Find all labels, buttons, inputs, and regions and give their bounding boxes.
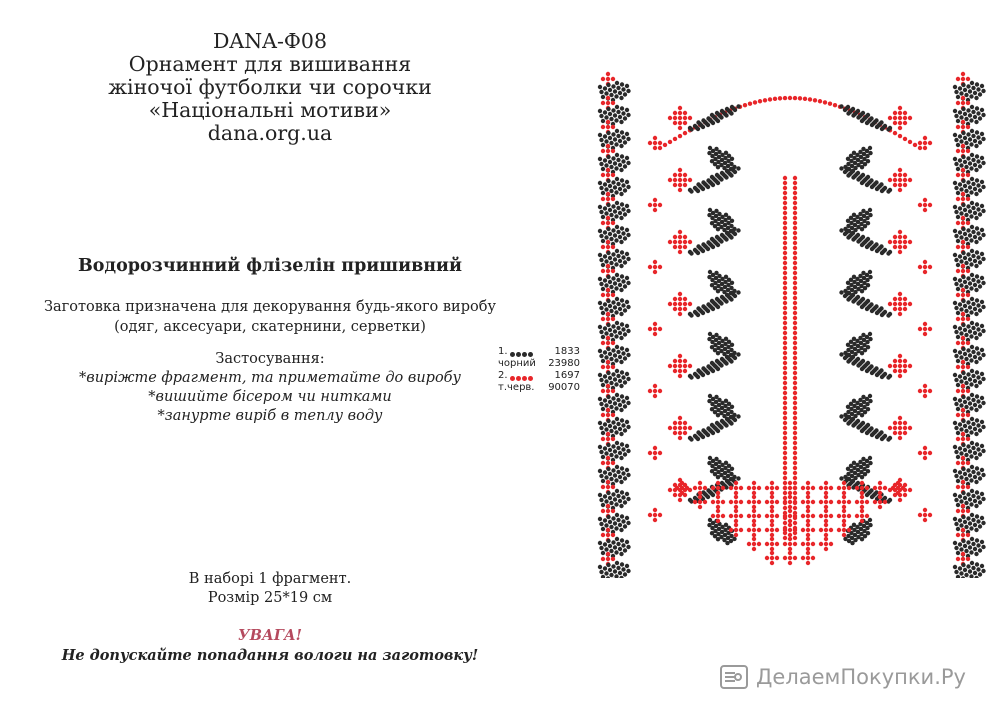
legend-color-name: т.черв. bbox=[498, 382, 535, 393]
legend-num: 1. bbox=[498, 346, 508, 357]
usage-title: Застосування: bbox=[215, 351, 325, 367]
legend-code: 1833 bbox=[554, 346, 580, 357]
set-size: Розмір 25*19 см bbox=[207, 590, 333, 606]
title-line-3: «Національні мотиви» bbox=[148, 98, 392, 122]
description-line-1: Заготовка призначена для декорування будь-якого виробу bbox=[43, 299, 496, 315]
set-info bbox=[20, 570, 520, 608]
watermark-text: ДелаемПокупки.Ру bbox=[756, 665, 966, 689]
legend-code-2: 23980 bbox=[548, 358, 580, 369]
wallet-icon bbox=[720, 665, 748, 689]
title-line-2: жіночої футболки чи сорочки bbox=[108, 75, 432, 99]
usage-section bbox=[20, 350, 520, 426]
legend-num: 2. bbox=[498, 370, 508, 381]
usage-step-1: *виріжте фрагмент, та приметайте до виробу bbox=[79, 370, 461, 386]
watermark bbox=[720, 662, 966, 692]
legend-row-1b bbox=[498, 358, 584, 370]
legend-color-name: чорний bbox=[498, 358, 536, 369]
product-code: DANA-Ф08 bbox=[212, 29, 327, 53]
legend-code-2: 90070 bbox=[548, 382, 580, 393]
warning-title: УВАГА! bbox=[237, 627, 303, 644]
legend-row-2 bbox=[498, 370, 584, 382]
usage-step-2: *вишийте бісером чи нитками bbox=[148, 389, 392, 405]
title-block bbox=[40, 30, 500, 145]
site-url: dana.org.ua bbox=[207, 121, 333, 145]
legend-row-2b bbox=[498, 382, 584, 394]
subheading: Водорозчинний флізелін пришивний bbox=[77, 256, 463, 276]
warning-text: Не допускайте попадання вологи на заготовку! bbox=[61, 647, 479, 664]
legend-row-1 bbox=[498, 346, 584, 358]
description bbox=[20, 297, 520, 337]
set-count: В наборі 1 фрагмент. bbox=[188, 571, 352, 587]
description-line-2: (одяг, аксесуари, скатернини, серветки) bbox=[114, 319, 426, 335]
embroidery-pattern bbox=[590, 68, 990, 578]
color-legend bbox=[498, 346, 584, 394]
title-line-1: Орнамент для вишивання bbox=[128, 52, 412, 76]
legend-code: 1697 bbox=[554, 370, 580, 381]
usage-step-3: *занурте виріб в теплу воду bbox=[157, 408, 383, 424]
